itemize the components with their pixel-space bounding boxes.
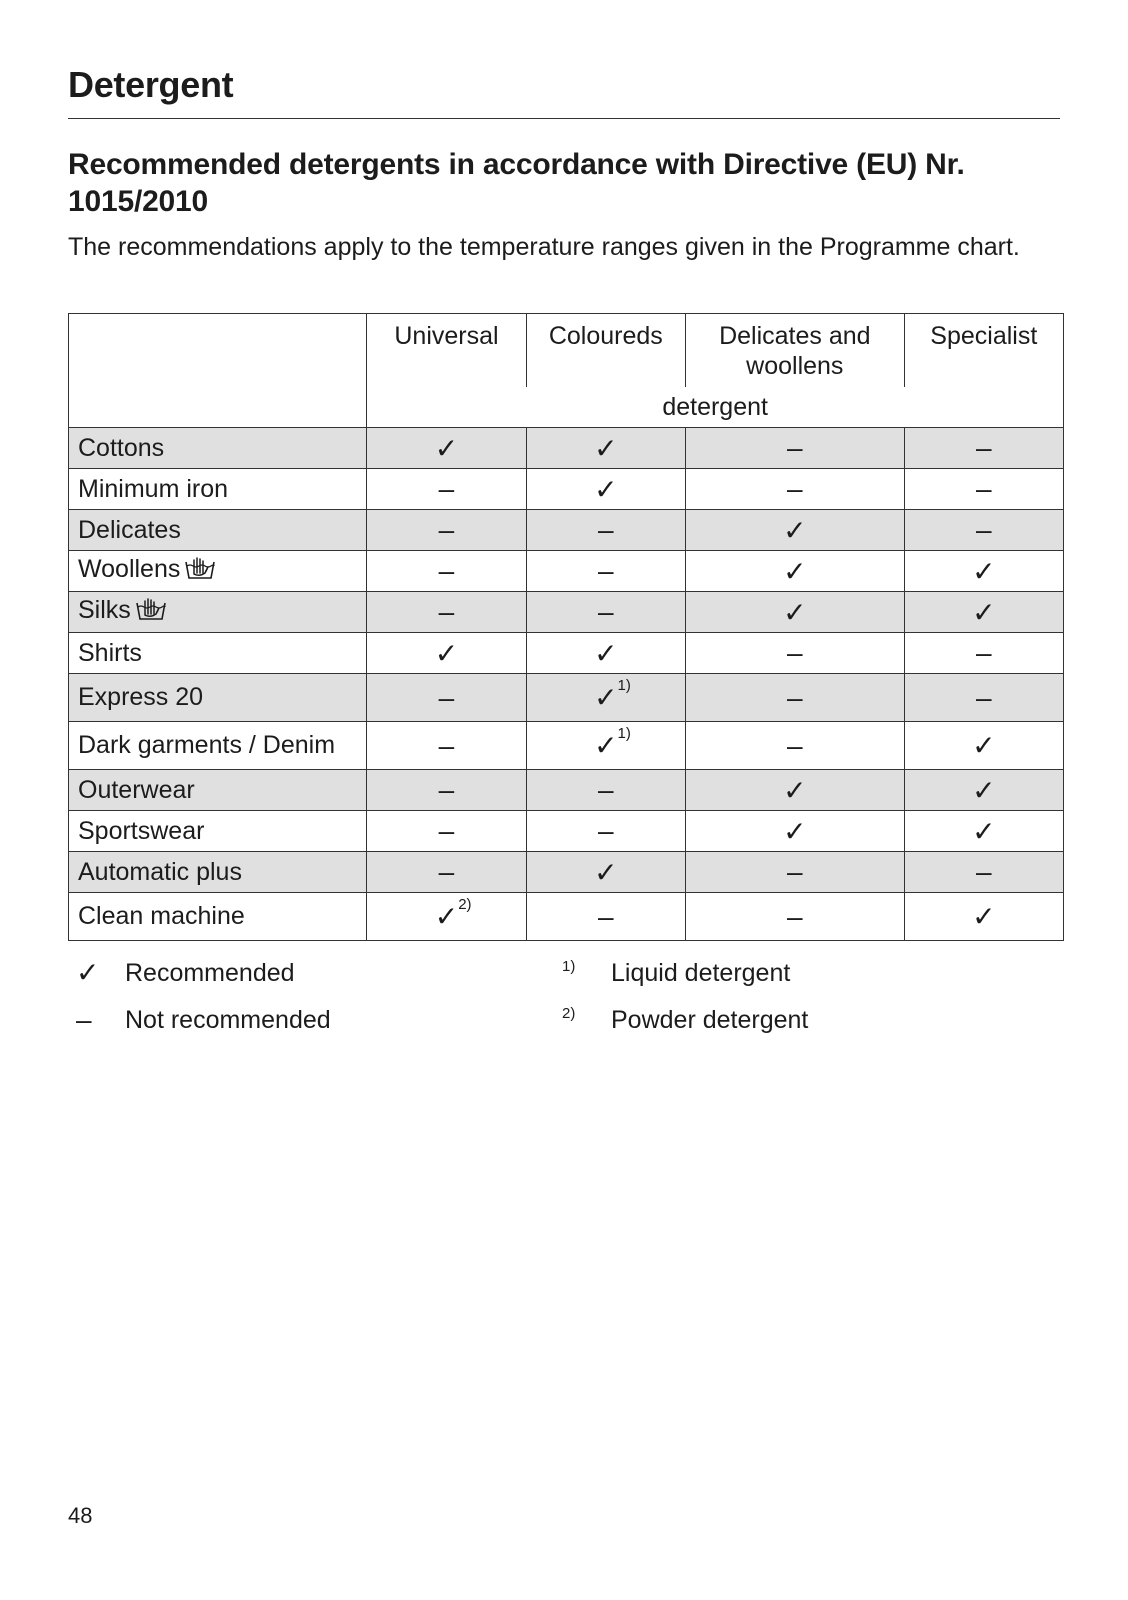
not-recommended-cell <box>526 510 685 551</box>
legend <box>68 956 1058 1066</box>
recommended-cell <box>526 852 685 893</box>
cell-mark: – <box>976 637 992 668</box>
programme-label <box>69 770 367 811</box>
not-recommended-cell <box>904 674 1063 722</box>
programme-name: Woollens <box>78 555 181 583</box>
not-recommended-cell <box>686 469 905 510</box>
not-recommended-cell <box>904 852 1063 893</box>
not-recommended-cell <box>904 633 1063 674</box>
recommended-cell <box>526 428 685 469</box>
dash-icon <box>439 774 455 806</box>
programme-name: Clean machine <box>78 902 245 930</box>
table-row <box>69 893 1064 941</box>
cell-mark: ✓ <box>434 637 459 669</box>
not-recommended-cell <box>686 633 905 674</box>
hand-wash-icon <box>184 556 216 587</box>
column-header-label: Delicates and woollens <box>719 322 871 380</box>
cell-mark: ✓ <box>594 682 618 713</box>
not-recommended-cell <box>526 811 685 852</box>
programme-name: Dark garments / Denim <box>78 731 336 759</box>
check-icon <box>594 432 617 465</box>
cell-mark: – <box>976 681 992 713</box>
recommended-cell <box>526 469 685 510</box>
recommended-cell <box>686 770 905 811</box>
table-row <box>69 428 1064 469</box>
cell-mark: – <box>976 514 992 545</box>
dash-icon <box>598 514 614 546</box>
title-divider <box>68 118 1060 119</box>
cell-mark: – <box>787 432 803 463</box>
dash-icon <box>439 856 455 888</box>
footnote-marker: 1) <box>617 677 631 694</box>
programme-label <box>69 551 367 592</box>
not-recommended-cell <box>686 722 905 770</box>
not-recommended-cell <box>686 893 905 941</box>
hand-wash-icon <box>135 597 167 628</box>
cell-mark: – <box>438 681 455 713</box>
check-icon <box>783 514 806 547</box>
cell-mark: ✓ <box>972 901 996 932</box>
cell-mark: – <box>438 774 455 805</box>
cell-mark: – <box>787 473 803 504</box>
page-number: 48 <box>68 1503 93 1528</box>
recommended-cell <box>904 592 1063 633</box>
dash-icon <box>787 730 803 762</box>
table-row <box>69 551 1064 592</box>
table-header-row <box>69 314 1064 388</box>
dash-icon: – <box>76 1004 92 1035</box>
programme-label <box>69 428 367 469</box>
not-recommended-cell <box>904 428 1063 469</box>
cell-mark: ✓ <box>434 901 459 932</box>
recommended-cell <box>367 633 526 674</box>
table-row <box>69 722 1064 770</box>
not-recommended-cell <box>367 852 526 893</box>
legend-not-recommended-label: Not recommended <box>125 1006 331 1034</box>
dash-icon <box>439 730 455 762</box>
programme-name: Cottons <box>78 433 165 462</box>
not-recommended-cell <box>367 551 526 592</box>
cell-mark: ✓ <box>972 730 996 761</box>
table-row <box>69 510 1064 551</box>
cell-mark: ✓ <box>594 432 618 464</box>
check-icon <box>972 774 995 807</box>
recommended-cell <box>686 592 905 633</box>
check-icon <box>594 677 631 714</box>
cell-mark: ✓ <box>783 555 807 587</box>
cell-mark: – <box>438 856 455 887</box>
column-header-coloureds <box>526 314 685 388</box>
dash-icon <box>439 473 455 505</box>
dash-icon <box>439 815 455 847</box>
cell-mark: – <box>976 473 992 504</box>
not-recommended-cell <box>367 592 526 633</box>
not-recommended-cell <box>526 893 685 941</box>
column-header-delicates-woollens <box>686 314 905 388</box>
footnote-1 <box>68 956 1058 990</box>
programme-label <box>69 811 367 852</box>
not-recommended-cell <box>367 510 526 551</box>
table-row <box>69 811 1064 852</box>
recommended-cell <box>904 722 1063 770</box>
programme-label <box>69 893 367 941</box>
recommended-cell <box>686 510 905 551</box>
cell-mark: – <box>787 637 803 668</box>
cell-mark: ✓ <box>783 774 807 806</box>
recommended-cell <box>526 722 685 770</box>
footnote-2 <box>68 1003 1058 1037</box>
check-icon: ✓ <box>76 957 100 988</box>
programme-label <box>69 674 367 722</box>
programme-name: Shirts <box>78 638 142 667</box>
recommended-cell <box>904 893 1063 941</box>
programme-name: Silks <box>78 596 131 624</box>
dash-icon <box>439 682 455 714</box>
cell-mark: – <box>438 729 455 761</box>
dash-icon <box>976 473 992 505</box>
dash-icon <box>787 432 803 464</box>
dash-icon <box>787 473 803 505</box>
programme-label <box>69 722 367 770</box>
dash-icon <box>598 901 614 933</box>
footnote-marker: 1) <box>617 725 631 742</box>
dash-icon <box>787 901 803 933</box>
intro-text: The recommendations apply to the temperature ranges given in the Programme chart. <box>68 233 1020 261</box>
recommended-cell <box>686 811 905 852</box>
footnote-1-marker: 1) <box>562 958 576 975</box>
programme-label <box>69 469 367 510</box>
dash-icon <box>976 682 992 714</box>
table-row <box>69 770 1064 811</box>
page-title: Detergent <box>68 64 234 105</box>
cell-mark: – <box>598 900 614 932</box>
cell-mark: ✓ <box>972 815 996 847</box>
cell-mark: – <box>787 729 803 761</box>
dash-icon <box>598 555 614 587</box>
programme-label <box>69 852 367 893</box>
recommended-cell <box>686 551 905 592</box>
dash-icon <box>976 856 992 888</box>
column-header-specialist <box>904 314 1063 388</box>
cell-mark: ✓ <box>783 514 807 546</box>
not-recommended-cell <box>904 510 1063 551</box>
cell-mark: ✓ <box>594 856 618 888</box>
column-header-label: Specialist <box>930 322 1038 350</box>
dash-icon <box>439 596 455 628</box>
cell-mark: – <box>787 681 803 713</box>
not-recommended-cell <box>367 770 526 811</box>
check-icon <box>594 473 617 506</box>
check-icon <box>594 856 617 889</box>
not-recommended-cell <box>367 722 526 770</box>
cell-mark: – <box>787 856 803 887</box>
footnote-2-marker: 2) <box>562 1005 576 1022</box>
cell-mark: ✓ <box>783 815 807 847</box>
programme-label <box>69 510 367 551</box>
cell-mark: – <box>438 815 455 846</box>
check-icon <box>434 896 472 933</box>
table-row <box>69 592 1064 633</box>
cell-mark: – <box>598 514 614 545</box>
check-icon <box>783 815 806 848</box>
check-icon <box>972 729 995 762</box>
check-icon <box>783 555 806 588</box>
table-row <box>69 633 1064 674</box>
column-header-universal <box>367 314 526 388</box>
check-icon <box>594 725 631 762</box>
column-header-label: Coloureds <box>548 322 663 350</box>
table-row <box>69 469 1064 510</box>
cell-mark: ✓ <box>972 555 996 587</box>
not-recommended-cell <box>367 674 526 722</box>
not-recommended-cell <box>526 592 685 633</box>
cell-mark: ✓ <box>783 596 807 628</box>
table-row <box>69 852 1064 893</box>
recommended-cell <box>904 770 1063 811</box>
programme-name: Delicates <box>78 515 181 544</box>
check-icon <box>972 596 995 629</box>
programme-name: Minimum iron <box>78 474 229 503</box>
check-icon <box>594 637 617 670</box>
cell-mark: – <box>438 473 455 504</box>
programme-label <box>69 592 367 633</box>
not-recommended-cell <box>526 551 685 592</box>
not-recommended-cell <box>686 428 905 469</box>
check-icon <box>972 900 995 933</box>
legend-recommended-label: Recommended <box>125 959 295 987</box>
cell-mark: ✓ <box>594 473 618 505</box>
dash-icon <box>439 514 455 546</box>
footnote-marker: 2) <box>458 896 472 913</box>
cell-mark: – <box>438 596 455 627</box>
dash-icon <box>787 856 803 888</box>
cell-mark: ✓ <box>972 774 996 806</box>
programme-name: Outerwear <box>78 775 195 804</box>
check-icon <box>972 555 995 588</box>
cell-mark: – <box>598 555 614 586</box>
check-icon <box>435 637 458 670</box>
column-header-label: Universal <box>394 322 499 350</box>
programme-name: Express 20 <box>78 683 204 711</box>
not-recommended-cell <box>686 852 905 893</box>
section-title: Recommended detergents in accordance with Directive (EU) Nr. 1015/2010 <box>68 148 965 218</box>
cell-mark: – <box>438 555 455 586</box>
cell-mark: ✓ <box>972 596 996 628</box>
cell-mark: – <box>598 596 614 627</box>
not-recommended-cell <box>367 469 526 510</box>
dash-icon <box>598 815 614 847</box>
dash-icon <box>976 514 992 546</box>
cell-mark: – <box>598 774 614 805</box>
recommended-cell <box>904 811 1063 852</box>
not-recommended-cell <box>526 770 685 811</box>
recommended-cell <box>367 893 526 941</box>
check-icon <box>972 815 995 848</box>
programme-name: Sportswear <box>78 816 205 845</box>
cell-mark: – <box>438 514 455 545</box>
dash-icon <box>598 596 614 628</box>
footnote-2-label: Powder detergent <box>611 1006 809 1034</box>
check-icon <box>783 774 806 807</box>
check-icon <box>783 596 806 629</box>
recommended-cell <box>526 633 685 674</box>
cell-mark: – <box>976 432 992 463</box>
table-row <box>69 674 1064 722</box>
cell-mark: ✓ <box>594 730 618 761</box>
column-group-label: detergent <box>367 387 1064 428</box>
dash-icon <box>787 682 803 714</box>
dash-icon <box>439 555 455 587</box>
cell-mark: – <box>598 815 614 846</box>
dash-icon <box>976 432 992 464</box>
cell-mark: – <box>976 856 992 887</box>
cell-mark: ✓ <box>434 432 459 464</box>
recommended-cell <box>904 551 1063 592</box>
not-recommended-cell <box>686 674 905 722</box>
cell-mark: ✓ <box>594 637 618 669</box>
dash-icon <box>787 637 803 669</box>
detergent-table <box>68 313 1064 941</box>
not-recommended-cell <box>367 811 526 852</box>
footnote-1-label: Liquid detergent <box>611 959 791 987</box>
programme-label <box>69 633 367 674</box>
not-recommended-cell <box>904 469 1063 510</box>
recommended-cell <box>526 674 685 722</box>
cell-mark: – <box>787 900 803 932</box>
dash-icon <box>976 637 992 669</box>
check-icon <box>435 432 458 465</box>
programme-name: Automatic plus <box>78 857 242 886</box>
dash-icon <box>598 774 614 806</box>
recommended-cell <box>367 428 526 469</box>
table-corner-cell <box>69 314 367 428</box>
